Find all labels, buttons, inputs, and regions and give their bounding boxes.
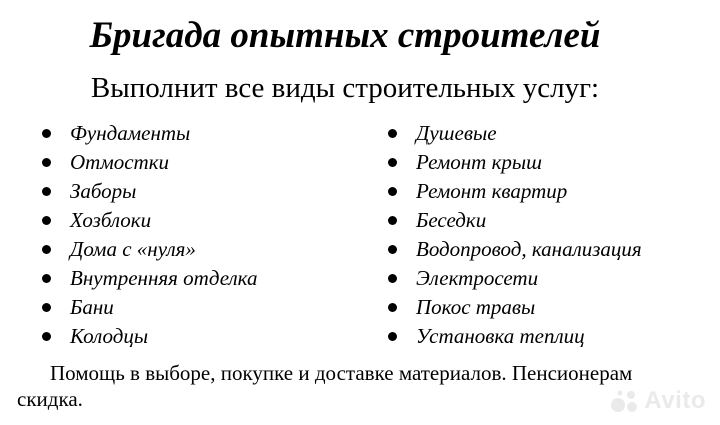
bullet-icon (388, 216, 397, 225)
service-label: Отмостки (70, 150, 170, 174)
service-item (388, 148, 642, 177)
bullet-icon (42, 187, 51, 196)
bullet-icon (388, 274, 397, 283)
services-list-right (388, 119, 642, 351)
service-item (42, 148, 257, 177)
service-item (42, 206, 257, 235)
service-item (388, 264, 642, 293)
service-label: Электросети (416, 266, 539, 290)
service-item (388, 322, 642, 351)
service-item (388, 206, 642, 235)
service-label: Заборы (70, 179, 137, 203)
avito-watermark (610, 387, 706, 415)
service-item (388, 177, 642, 206)
service-item (388, 293, 642, 322)
service-item (42, 235, 257, 264)
service-label: Водопровод, канализация (416, 237, 642, 261)
service-item (388, 235, 642, 264)
service-label: Бани (70, 295, 114, 319)
service-item (42, 293, 257, 322)
service-label: Душевые (416, 121, 497, 145)
bullet-icon (42, 332, 51, 341)
bullet-icon (42, 129, 51, 138)
service-label: Колодцы (70, 324, 149, 348)
bullet-icon (42, 274, 51, 283)
bullet-icon (42, 303, 51, 312)
bullet-icon (388, 332, 397, 341)
service-label: Фундаменты (70, 121, 191, 145)
ad-subtitle: Выполнит все виды строительных услуг: (90, 72, 600, 104)
bullet-icon (42, 158, 51, 167)
service-item (42, 322, 257, 351)
service-item (42, 177, 257, 206)
bullet-icon (388, 303, 397, 312)
service-item (42, 119, 257, 148)
ad-title: Бригада опытных строителей (89, 15, 601, 56)
services-list-left (42, 119, 257, 351)
service-item (42, 264, 257, 293)
bullet-icon (388, 158, 397, 167)
bullet-icon (42, 216, 51, 225)
service-label: Ремонт квартир (416, 179, 568, 203)
bullet-icon (42, 245, 51, 254)
service-label: Дома с «нуля» (70, 237, 196, 261)
bullet-icon (388, 245, 397, 254)
service-label: Внутренняя отделка (70, 266, 258, 290)
service-label: Беседки (416, 208, 487, 232)
avito-logo-icon (610, 388, 640, 414)
service-label: Хозблоки (70, 208, 152, 232)
service-item (388, 119, 642, 148)
service-label: Ремонт крыш (416, 150, 542, 174)
service-label: Покос травы (416, 295, 536, 319)
watermark-text: Avito (644, 387, 706, 414)
footer-note: Помощь в выборе, покупке и доставке материалов. Пенсионерам скидка. (17, 361, 633, 411)
bullet-icon (388, 187, 397, 196)
service-label: Установка теплиц (416, 324, 585, 348)
bullet-icon (388, 129, 397, 138)
